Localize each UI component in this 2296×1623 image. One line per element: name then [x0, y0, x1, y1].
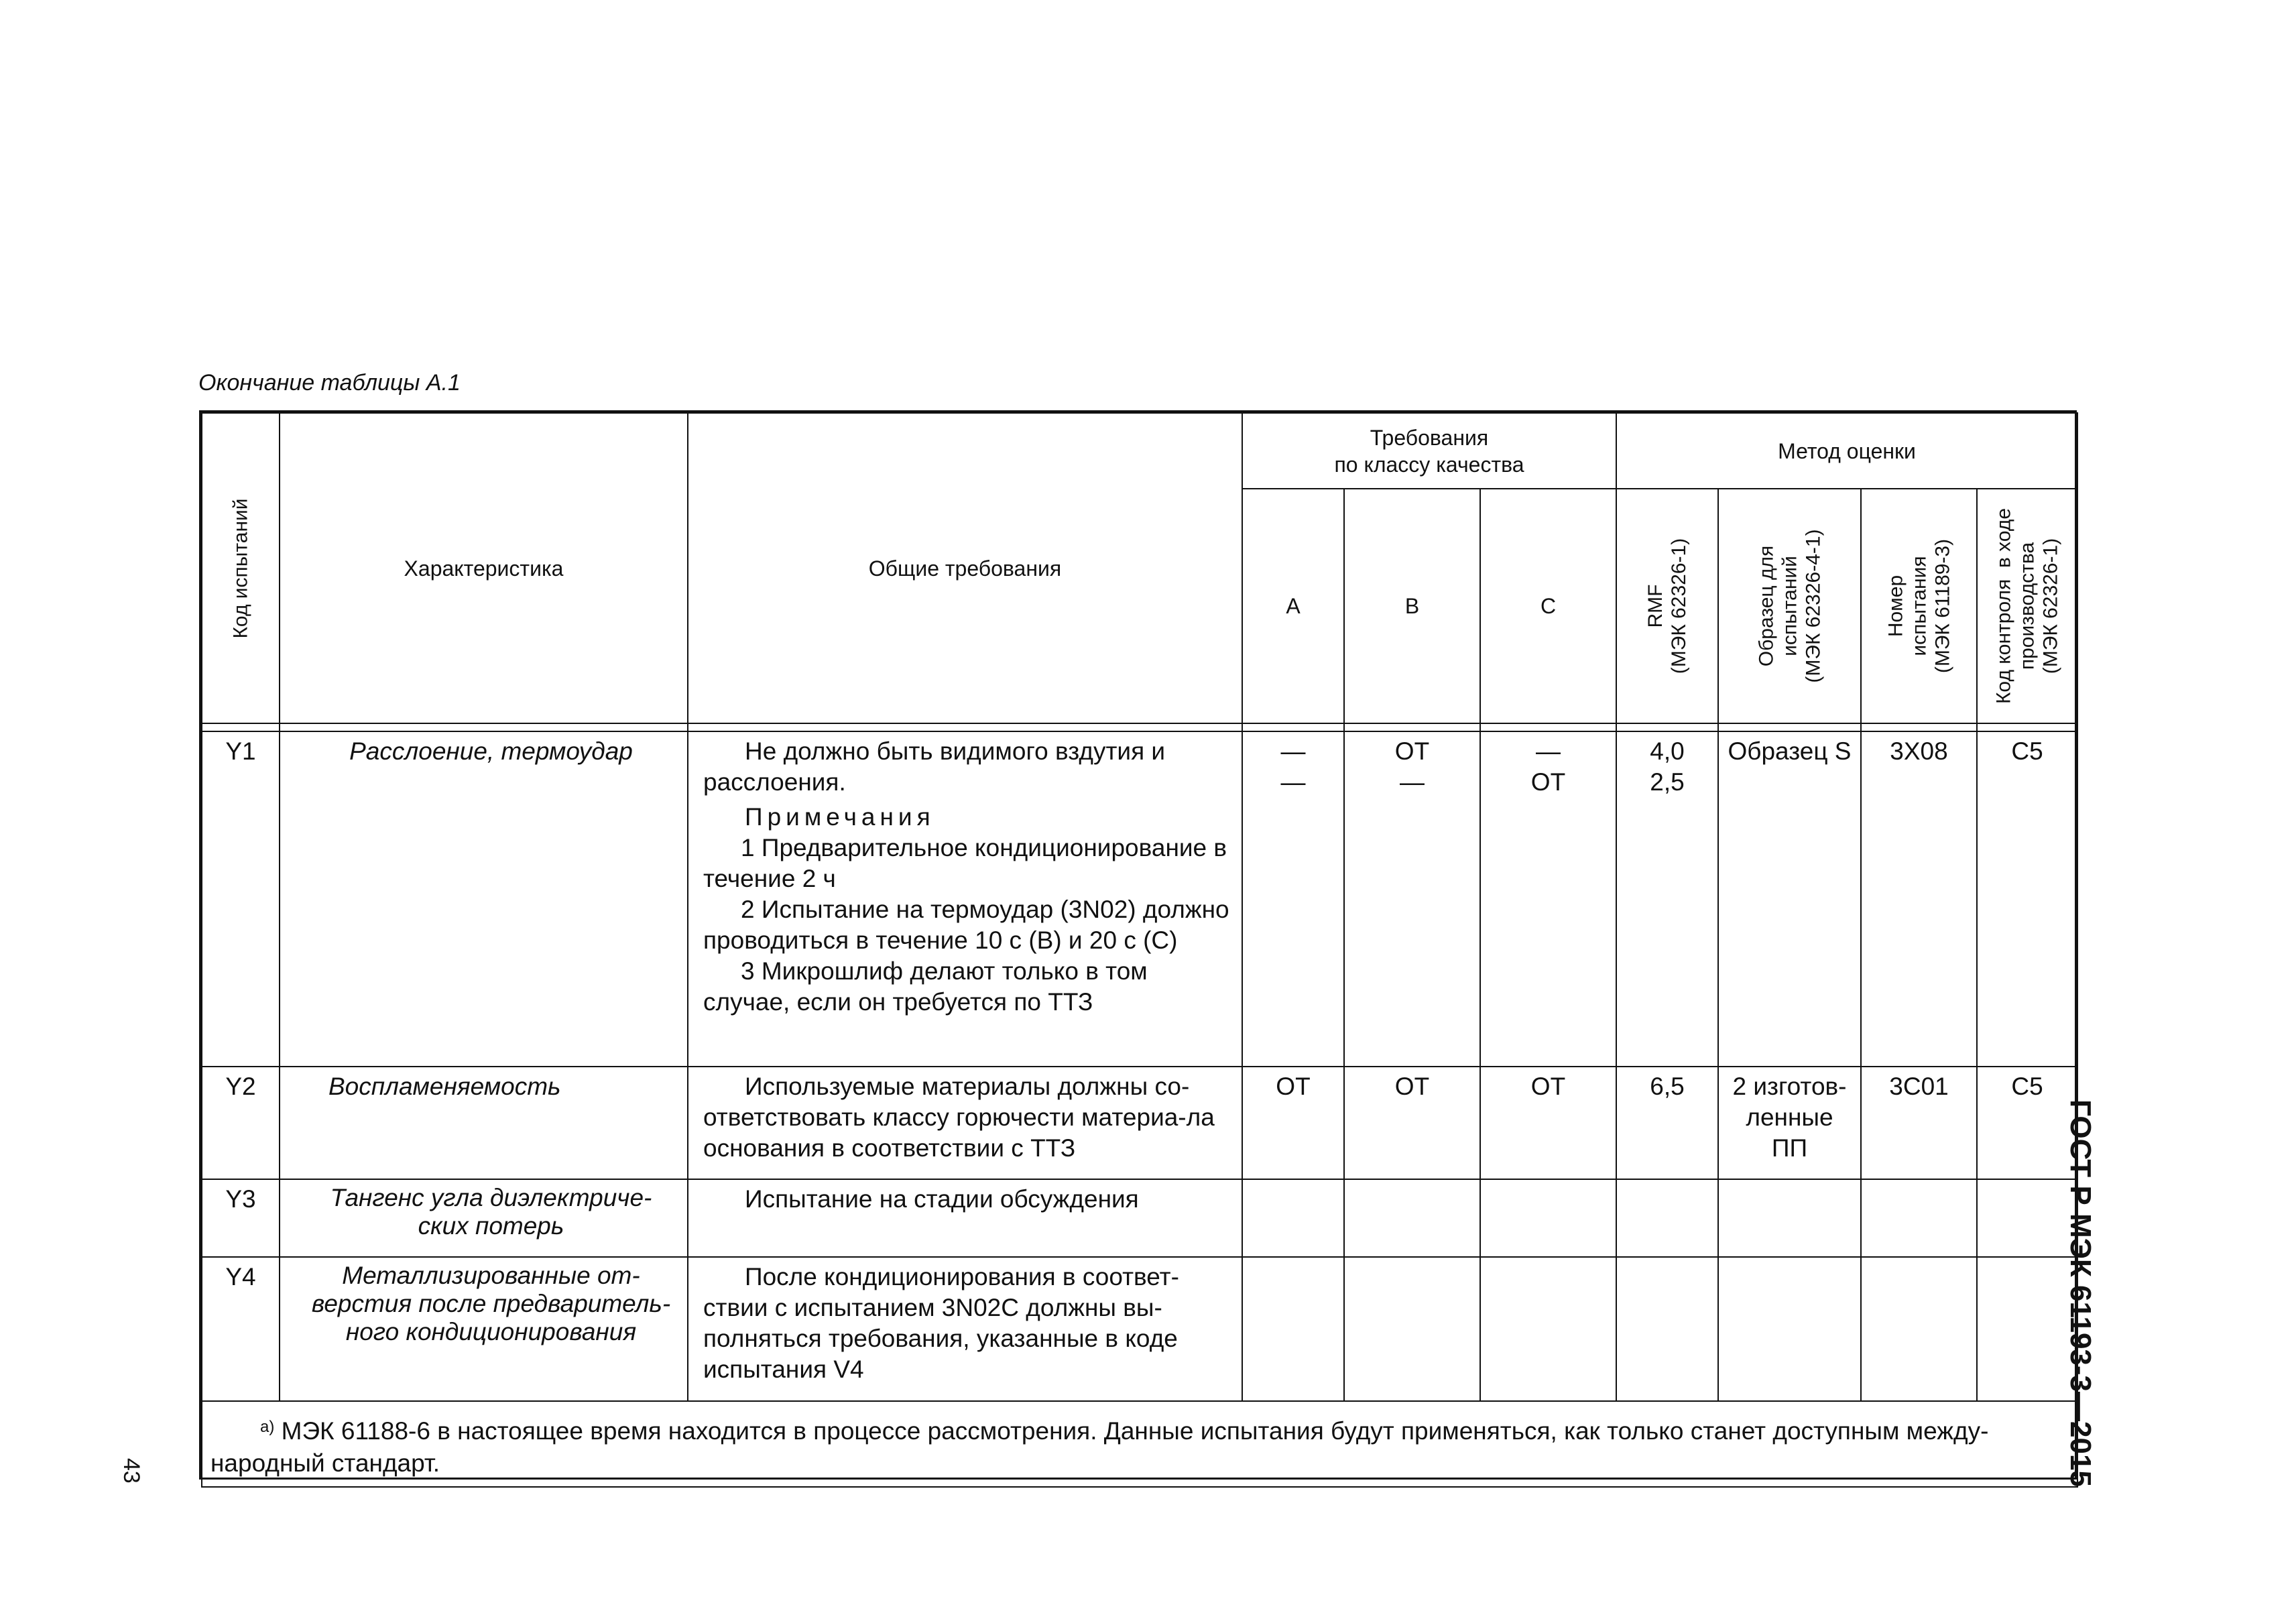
row-class-b	[1344, 1179, 1480, 1257]
header-sample: Образец для испытаний (МЭК 62326-4-1)	[1718, 489, 1861, 723]
header-control: Код контроля в ходе производства (МЭК 62326-1)	[1977, 489, 2077, 723]
row-general: После кондиционирования в соответ-ствии с испытанием 3N02C должны вы-полняться требования, указанные в коде испытания V4	[688, 1257, 1242, 1401]
row-class-a: ОТ	[1242, 1067, 1344, 1179]
header-method-group: Метод оценки	[1616, 413, 2077, 489]
row-characteristic: Металлизированные от-верстия после предваритель-ного кондиционирования	[280, 1257, 688, 1401]
table-row	[202, 731, 2077, 1067]
row-control	[1977, 1257, 2077, 1401]
page-number: 43	[119, 1458, 144, 1484]
row-code: Y3	[202, 1179, 280, 1257]
row-code: Y2	[202, 1067, 280, 1179]
row-characteristic: Воспламеняемость	[280, 1067, 688, 1179]
row-class-b: ОТ —	[1344, 731, 1480, 1067]
header-quality-group: Требования по классу качества	[1242, 413, 1616, 489]
row-sample: Образец S	[1718, 731, 1861, 1067]
row-rmf	[1616, 1257, 1718, 1401]
row-code: Y4	[202, 1257, 280, 1401]
row-test-no: 3C01	[1861, 1067, 1977, 1179]
table-caption: Окончание таблицы А.1	[198, 370, 461, 396]
row-rmf	[1616, 1179, 1718, 1257]
header-general: Общие требования	[688, 413, 1242, 723]
row-class-c	[1480, 1257, 1616, 1401]
header-test-no: Номер испытания (МЭК 61189-3)	[1861, 489, 1977, 723]
row-characteristic: Тангенс угла диэлектриче-ских потерь	[280, 1179, 688, 1257]
footnote-text: МЭК 61188-6 в настоящее время находится в процессе рассмотрения. Данные испытания будут применяться, как только станет доступным между-народный стандарт.	[210, 1417, 1989, 1477]
row-sample	[1718, 1257, 1861, 1401]
row-sample: 2 изготов-ленные ПП	[1718, 1067, 1861, 1179]
row-class-c: ОТ	[1480, 1067, 1616, 1179]
row-rmf: 6,5	[1616, 1067, 1718, 1179]
table-row	[202, 1067, 2077, 1179]
row-characteristic: Расслоение, термоудар	[280, 731, 688, 1067]
row-class-a: — —	[1242, 731, 1344, 1067]
row-general: Испытание на стадии обсуждения	[688, 1179, 1242, 1257]
header-class-a: A	[1242, 489, 1344, 723]
general-text: Не должно быть видимого вздутия и расслоения.	[703, 737, 1166, 796]
header-row-top	[202, 413, 2077, 489]
row-general: Используемые материалы должны со-ответствовать классу горючести материа-ла основания в соответствии с ТТЗ	[688, 1067, 1242, 1179]
row-class-a	[1242, 1257, 1344, 1401]
note-item: 2 Испытание на термоудар (3N02) должно проводиться в течение 10 с (B) и 20 с (C)	[703, 896, 1229, 954]
notes-title: Примечания	[745, 803, 935, 831]
row-class-c: — ОТ	[1480, 731, 1616, 1067]
footnote-mark: a)	[260, 1418, 275, 1436]
header-separator	[202, 723, 2077, 731]
header-class-c: C	[1480, 489, 1616, 723]
row-test-no	[1861, 1257, 1977, 1401]
header-code: Код испытаний	[202, 413, 280, 723]
row-code: Y1	[202, 731, 280, 1067]
row-class-a	[1242, 1179, 1344, 1257]
row-control: C5	[1977, 1067, 2077, 1179]
note-item: 1 Предварительное кондиционирование в течение 2 ч	[703, 834, 1227, 892]
header-class-b: B	[1344, 489, 1480, 723]
table-footnote	[202, 1401, 2077, 1487]
document-side-title: ГОСТ Р МЭК 61193-3—2015	[2064, 1099, 2097, 1487]
table-row	[202, 1179, 2077, 1257]
row-test-no: 3X08	[1861, 731, 1977, 1067]
table-row	[202, 1257, 2077, 1401]
note-item: 3 Микрошлиф делают только в том случае, если он требуется по ТТЗ	[703, 957, 1148, 1016]
row-general	[688, 731, 1242, 1067]
row-sample	[1718, 1179, 1861, 1257]
row-control: C5	[1977, 731, 2077, 1067]
header-rmf: RMF (МЭК 62326-1)	[1616, 489, 1718, 723]
row-class-c	[1480, 1179, 1616, 1257]
row-class-b: ОТ	[1344, 1067, 1480, 1179]
row-class-b	[1344, 1257, 1480, 1401]
header-characteristic: Характеристика	[280, 413, 688, 723]
row-rmf: 4,0 2,5	[1616, 731, 1718, 1067]
table-footnote-row	[202, 1401, 2077, 1487]
row-control	[1977, 1179, 2077, 1257]
requirements-table	[199, 410, 2077, 1480]
row-test-no	[1861, 1179, 1977, 1257]
